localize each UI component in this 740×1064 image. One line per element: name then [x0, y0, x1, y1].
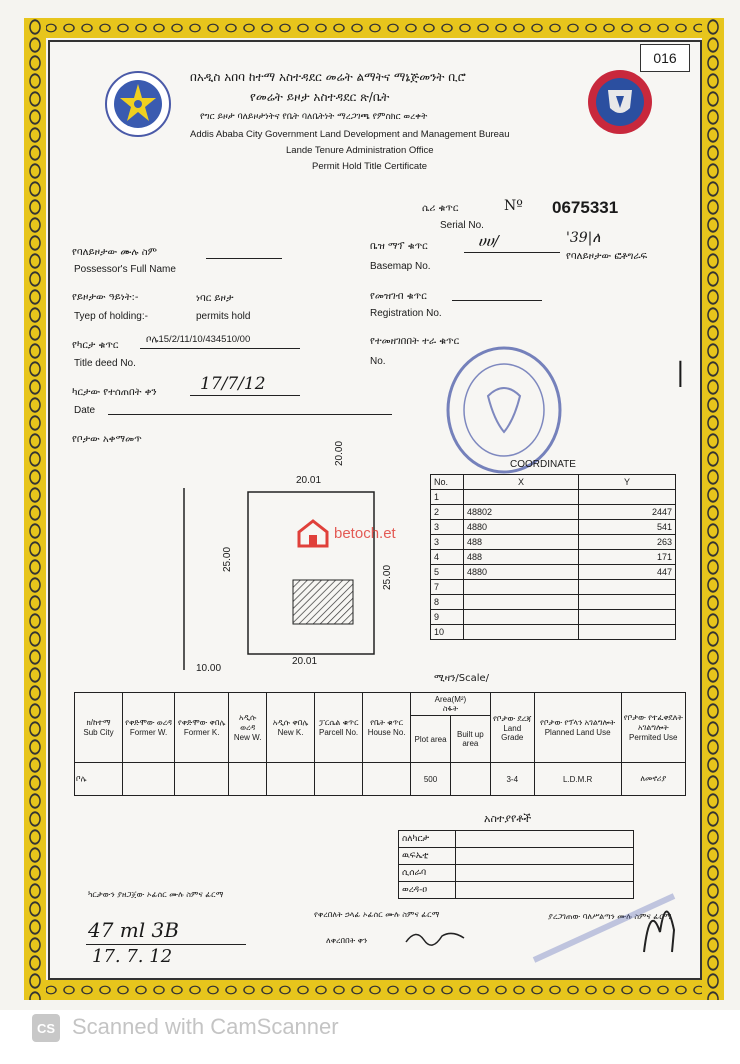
remarks-title: አስተያየቶች [484, 812, 532, 825]
date-value: 17/7/12 [200, 374, 266, 394]
coord-y [578, 595, 675, 610]
table-row [431, 535, 676, 550]
scale-label: ሚዛን/Scale/ [434, 673, 490, 684]
header-amh: አዲሱ ቀበሌ [272, 718, 309, 727]
chain-border-left [24, 18, 46, 1000]
basemap-amh: ቤዝ ማፕ ቁጥር [370, 241, 428, 252]
header-eng: New K. [277, 728, 304, 737]
serial-value: 0675331 [552, 198, 619, 217]
table-row [431, 580, 676, 595]
serial-prefix: Nº [504, 198, 523, 214]
header-amh: የቦታው ደረጃ [492, 713, 532, 723]
possessor-label: Possessor's Full Name [74, 264, 176, 275]
watermark-text: betoch.et [334, 524, 396, 542]
approval-stamp-signature-icon [524, 882, 694, 974]
coord-n: 2 [431, 505, 464, 520]
ethiopia-emblem-icon [104, 70, 172, 138]
header-amh: የቀድሞው ወረዳ [125, 718, 172, 727]
header-eng-line1: Addis Ababa City Government Land Development and Management Bureau [190, 129, 510, 140]
header-amh: የቦታው የተፈቀደለት አገልግሎት [623, 713, 683, 732]
header-eng: Planned Land Use [544, 728, 611, 737]
coord-x [464, 595, 579, 610]
remark-label: ዉፍኤቲ [399, 848, 456, 865]
title-deed-value: ቦሌ15/2/11/10/434510/00 [146, 334, 251, 345]
house-logo-icon [296, 518, 330, 548]
possessor-photo-amh: የባለይዞታው ፎቶግራፍ [566, 251, 648, 262]
header-amh-line1: በአዲስ አበባ ከተማ አስተዳደር መሬት ልማትና ማኔጅመንት ቢሮ [190, 70, 466, 84]
prepared-by-signature: 47 ml 3B [88, 918, 179, 942]
plot-area-header: Plot area [411, 716, 451, 763]
area-header-amh: ስፋት [442, 703, 459, 713]
table-row [431, 490, 676, 505]
sign-date-label: ለቀረበበት ቀን [326, 936, 368, 945]
plan-top-dim: 20.01 [296, 475, 322, 486]
table-row [399, 865, 634, 882]
header-eng: Land Grade [501, 723, 524, 742]
title-deed-line [140, 348, 300, 349]
table-row [431, 625, 676, 640]
permitted-use-value: ለመኖሪያ [621, 763, 685, 796]
date-label: Date [74, 405, 96, 416]
coord-y [578, 490, 675, 505]
title-deed-label: Title deed No. [74, 358, 136, 369]
title-deed-amh: የካርታ ቁጥር [72, 340, 119, 351]
header-amh-line3: የግር ይዞታ ባለይዞታነትና የቤት ባለቤትነት ማረጋገጫ የምስክር ወረቀት [200, 112, 428, 122]
coordinate-header-no: No. [431, 475, 464, 490]
record-no-label: No. [370, 356, 386, 367]
prepared-by-label: ካርታውን ያዘጋጀው ኦፊሰር ሙሉ ስምና ፊርማ [88, 890, 224, 899]
checked-by-label: የቀረበለት ኃላፊ ኦፊሰር ሙሉ ስምና ፊርማ [314, 910, 440, 919]
land-grade-value: 3-4 [490, 763, 534, 796]
header-amh: የቀድሞው ቀበሌ [177, 718, 226, 727]
checked-by-signature-icon [404, 926, 468, 950]
approved-by-label: ያረጋገጠው ባለሥልጣን ሙሉ ስምና ፊርማ [548, 912, 672, 921]
holding-amh: የይዞታው ዓይነት:- [72, 292, 139, 303]
holding-value: permits hold [196, 311, 251, 322]
coord-n: 7 [431, 580, 464, 595]
table-row [431, 565, 676, 580]
land-header-row-1 [75, 693, 686, 716]
header-amh: የቦታው የፕላን አገልግሎት [540, 718, 616, 727]
table-row [431, 520, 676, 535]
serial-amh: ሴሪ ቁጥር [422, 203, 459, 214]
planned-use-value: L.D.M.R [534, 763, 621, 796]
table-row [431, 505, 676, 520]
basemap-value: ሀሀ/ [478, 232, 499, 250]
header-eng: Permited Use [629, 733, 678, 742]
registration-line [452, 300, 542, 301]
header-eng-line3: Permit Hold Title Certificate [312, 161, 428, 172]
header-eng: Former K. [183, 728, 220, 737]
official-stamp-icon [444, 336, 564, 476]
coord-x: 4880 [464, 565, 579, 580]
basemap-value2: '39|ለ [566, 230, 601, 246]
coord-x: 4880 [464, 520, 579, 535]
coord-n: 9 [431, 610, 464, 625]
header-eng: Sub City [83, 728, 114, 737]
built-up-area-header: Built up area [450, 716, 490, 763]
header-eng: Parcell No. [319, 728, 359, 737]
coord-y [578, 610, 675, 625]
coord-x [464, 490, 579, 505]
coord-y: 447 [578, 565, 675, 580]
coord-x [464, 580, 579, 595]
coord-y: 171 [578, 550, 675, 565]
header-amh: ክ/ከተማ [86, 718, 111, 727]
scanner-footer [0, 1010, 740, 1064]
coordinate-header-y: Y [578, 475, 675, 490]
header-amh: የቤት ቁጥር [370, 718, 404, 727]
holding-value-amh: ነባር ይዞታ [196, 293, 234, 304]
coord-y: 541 [578, 520, 675, 535]
plan-right-dim: 25.00 [382, 564, 393, 590]
remark-label: ወረዳ-ዐ [399, 882, 456, 899]
coord-n: 10 [431, 625, 464, 640]
plan-bottom-dim: 20.01 [292, 656, 318, 667]
header-amh: ፓርሴል ቁጥር [318, 718, 359, 727]
possessor-amh: የባለይዞታው ሙሉ ስም [72, 247, 157, 258]
sign-date: 17. 7. 12 [92, 946, 173, 967]
table-row [75, 763, 686, 796]
possessor-line [206, 258, 282, 259]
coord-y: 2447 [578, 505, 675, 520]
holding-label: Tyep of holding:- [74, 311, 148, 322]
header-eng-line2: Lande Tenure Administration Office [286, 145, 434, 156]
coord-n: 3 [431, 520, 464, 535]
chain-border-bottom [24, 980, 724, 1000]
watermark [296, 518, 396, 548]
date-line [190, 395, 300, 396]
coord-x: 488 [464, 535, 579, 550]
camscanner-text: Scanned with CamScanner [72, 1014, 339, 1039]
date-underline [108, 414, 392, 415]
plot-area-value: 500 [411, 763, 451, 796]
sub-city-value: ቦሌ [75, 763, 123, 796]
registration-amh: የመዝገብ ቁጥር [370, 291, 427, 302]
remark-label: ስለካርታ [399, 831, 456, 848]
table-row [399, 831, 634, 848]
basemap-line [464, 252, 560, 253]
coord-n: 1 [431, 490, 464, 505]
header-amh-line2: የመሬት ይዞታ አስተዳደር ጽ/ቤት [250, 90, 390, 104]
coord-x [464, 625, 579, 640]
chain-border-right [702, 18, 724, 1000]
table-row [431, 610, 676, 625]
camscanner-logo-icon: CS [32, 1014, 60, 1042]
chain-border-top [24, 18, 724, 38]
handwritten-mark: | [676, 358, 685, 388]
plot-plan-amh: የቦታው አቀማመጥ [72, 434, 142, 445]
plan-north-dim: 20.00 [334, 440, 345, 466]
land-details-table [74, 692, 686, 796]
remark-label: ሲሰራባ [399, 865, 456, 882]
coordinate-header-x: X [464, 475, 579, 490]
registration-label: Registration No. [370, 308, 442, 319]
coord-x [464, 610, 579, 625]
coordinate-title: COORDINATE [510, 459, 576, 470]
coord-n: 3 [431, 535, 464, 550]
plot-plan-drawing [170, 420, 420, 680]
coordinate-table [430, 474, 676, 640]
header-eng: Former W. [129, 728, 168, 737]
coord-x: 48802 [464, 505, 579, 520]
prepared-sign-line [86, 944, 246, 945]
coord-x: 488 [464, 550, 579, 565]
coordinate-header-row [431, 475, 676, 490]
coord-n: 8 [431, 595, 464, 610]
header-amh: አዲሱ ወረዳ [238, 713, 257, 732]
table-row [431, 550, 676, 565]
table-row [399, 848, 634, 865]
coord-n: 4 [431, 550, 464, 565]
coord-y [578, 625, 675, 640]
plan-left-dim: 25.00 [222, 546, 233, 572]
header-eng: House No. [367, 728, 406, 737]
doc-number: 016 [640, 44, 690, 72]
table-row [431, 595, 676, 610]
plan-west-dim: 10.00 [196, 663, 222, 674]
coord-y [578, 580, 675, 595]
record-no-amh: የተመዘገበበት ተራ ቁጥር [370, 336, 460, 347]
area-header-label: Area(M²) [434, 694, 467, 704]
coord-y: 263 [578, 535, 675, 550]
coord-n: 5 [431, 565, 464, 580]
date-amh: ካርታው የተሰጠበት ቀን [72, 387, 157, 398]
serial-label: Serial No. [440, 220, 484, 231]
header-eng: New W. [233, 733, 262, 742]
addis-ababa-seal-icon [586, 68, 654, 136]
basemap-label: Basemap No. [370, 261, 431, 272]
